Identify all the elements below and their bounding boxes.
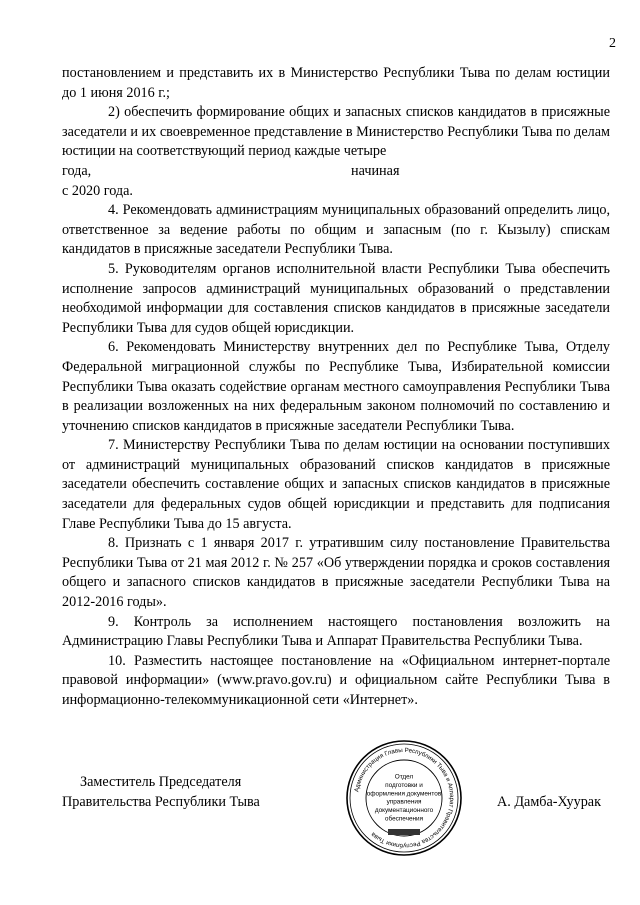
official-seal <box>344 738 464 858</box>
seal-center-text <box>367 774 442 823</box>
paragraph-item-7: 7. Министерству Республики Тыва по делам юстиции на основании поступивших от администраций муниципальных образований списков кандидатов в присяжные заседатели обеспечить составление общих и запасных списков кандидатов в присяжные заседатели для федеральных судов общей юрисдикции и представить для подписания Главе Республики Тыва до 15 августа. <box>62 437 610 532</box>
signer-position <box>62 773 260 812</box>
seal-center-line: Отдел <box>394 773 414 781</box>
spread-line <box>62 162 610 182</box>
signer-position-line1: Заместитель Председателя <box>80 774 242 790</box>
paragraph-year: с 2020 года. <box>62 182 133 199</box>
paragraph-item-4: 4. Рекомендовать администрациям муниципальных образований определить лицо, ответственное за ведение работы по общим и запасным (по г. Кызылу) спискам кандидатов в присяжные заседатели Республики Тыва. <box>62 202 610 258</box>
paragraph-item-8: 8. Признать с 1 января 2017 г. утратившим силу постановление Правительства Республики Тыва от 21 мая 2012 г. № 257 «Об утверждении порядка и сроков составления общего и запасного списков кандидатов в присяжные заседатели Республики Тыва на 2012-2016 годы». <box>62 535 610 611</box>
paragraph-item-9: 9. Контроль за исполнением настоящего постановления возложить на Администрацию Главы Республики Тыва и Аппарат Правительства Республики Тыва. <box>62 613 610 650</box>
seal-center-line: подготовки и <box>385 781 423 789</box>
signer-name: А. Дамба-Хуурак <box>497 794 602 810</box>
paragraph-item-5: 5. Руководителям органов исполнительной власти Республики Тыва обеспечить исполнение запросов администраций муниципальных образований о представлении необходимой информации для составления списков кандидатов в присяжные заседатели Республики Тыва для судов общей юрисдикции. <box>62 260 610 336</box>
page-number: 2 <box>609 36 616 51</box>
signer-position-line2: Правительства Республики Тыва <box>62 793 260 810</box>
paragraph-item-10: 10. Разместить настоящее постановление на «Официальном интернет-портале правовой информации» (www.pravo.gov.ru) и официальном сайте Республики Тыва в информационно-телекоммуникационной сети «Интернет». <box>62 652 610 708</box>
seal-center-line: оформления документов <box>366 790 442 798</box>
paragraph-item-6: 6. Рекомендовать Министерству внутренних дел по Республике Тыва, Отделу Федеральной миграционной службы по Республике Тыва, Избирательной комиссии Республики Тыва оказать содействие органам местного самоуправления Республики Тыва в реализации возложенных на них федеральным законом полномочий по составлению и уточнению списков кандидатов в присяжные заседатели Республики Тыва. <box>62 339 610 434</box>
seal-center-line: обеспечения <box>384 815 424 823</box>
paragraph-item-2: 2) обеспечить формирование общих и запасных списков кандидатов в присяжные заседатели и их своевременное представление в Министерство Республики Тыва по делам юстиции на соответствующий период каждые четыре <box>62 104 610 160</box>
spread-line-left: года, <box>62 162 92 179</box>
document-body <box>62 64 610 711</box>
spread-line-middle: начиная <box>351 162 400 179</box>
seal-center-line: документационного <box>374 807 434 815</box>
seal-center-line: управления <box>386 798 422 806</box>
paragraph-continuation: постановлением и представить их в Министерство Республики Тыва по делам юстиции до 1 июня 2016 г.; <box>62 65 610 101</box>
seal-ring-text: Администрация Главы Республики Тыва и Аппарат Правительства Республики Тыва <box>353 746 456 850</box>
